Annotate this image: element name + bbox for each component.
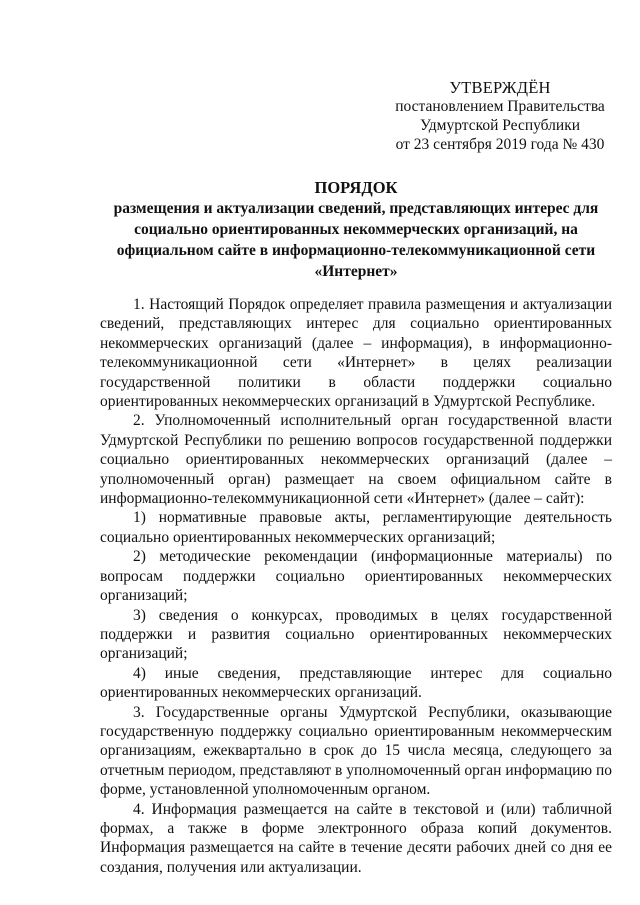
paragraph-2: 2. Уполномоченный исполнительный орган государственной власти Удмуртской Республики по решению вопросов государственной поддержки социально ориентированных некоммерческих организаций (далее – уполномоченный орган) размещает на своем официальном сайте в информационно-телекоммуникационной сети «Интернет» (далее – сайт): [100, 412, 612, 508]
document-body [100, 295, 612, 877]
list-item-4: 4) иные сведения, представляющие интерес для социально ориентированных некоммерческих организаций. [100, 664, 612, 702]
list-item-1: 1) нормативные правовые акты, регламентирующие деятельность социально ориентированных некоммерческих организаций; [100, 509, 612, 546]
list-item-3: 3) сведения о конкурсах, проводимых в целях государственной поддержки и развития социально ориентированных некоммерческих организаций; [100, 606, 612, 663]
approval-word: УТВЕРЖДЁН [449, 78, 551, 97]
paragraph-3: 3. Государственные органы Удмуртской Республики, оказывающие государственную поддержку социально ориентированным некоммерческим организациям, ежеквартально в срок до 15 числа месяца, следующего за отчетным периодом, представляют в уполномоченный орган информацию по форме, установленной уполномоченным органом. [100, 703, 612, 799]
paragraph-1: 1. Настоящий Порядок определяет правила размещения и актуализации сведений, представляющих интерес для социально ориентированных некоммерческих организаций (далее – информация), в информационно-телекоммуникационной сети «Интернет» в целях реализации государственной политики в области поддержки социально ориентированных некоммерческих организаций в Удмуртской Республике. [100, 296, 612, 411]
approval-line-1: постановлением Правительства [395, 98, 605, 115]
document-subtitle: размещения и актуализации сведений, представляющих интерес для социально ориентированных некоммерческих организаций, на официальном сайте в информационно-телекоммуникационной сети «Интернет» [113, 200, 599, 280]
approval-line-2: Удмуртской Республики [419, 117, 581, 134]
approval-line-3: от 23 сентября 2019 года № 430 [395, 136, 605, 153]
document-title [100, 178, 612, 282]
list-item-2: 2) методические рекомендации (информационные материалы) по вопросам поддержки социально ориентированных некоммерческих организаций; [100, 548, 612, 605]
document-heading: ПОРЯДОК [314, 178, 398, 197]
paragraph-4: 4. Информация размещается на сайте в текстовой и (или) табличной формах, а также в форме электронного образа копий документов. Информация размещается на сайте в течение десяти рабочих дней со дня ее создания, получения или актуализации. [100, 800, 612, 876]
approval-stamp [392, 78, 608, 154]
